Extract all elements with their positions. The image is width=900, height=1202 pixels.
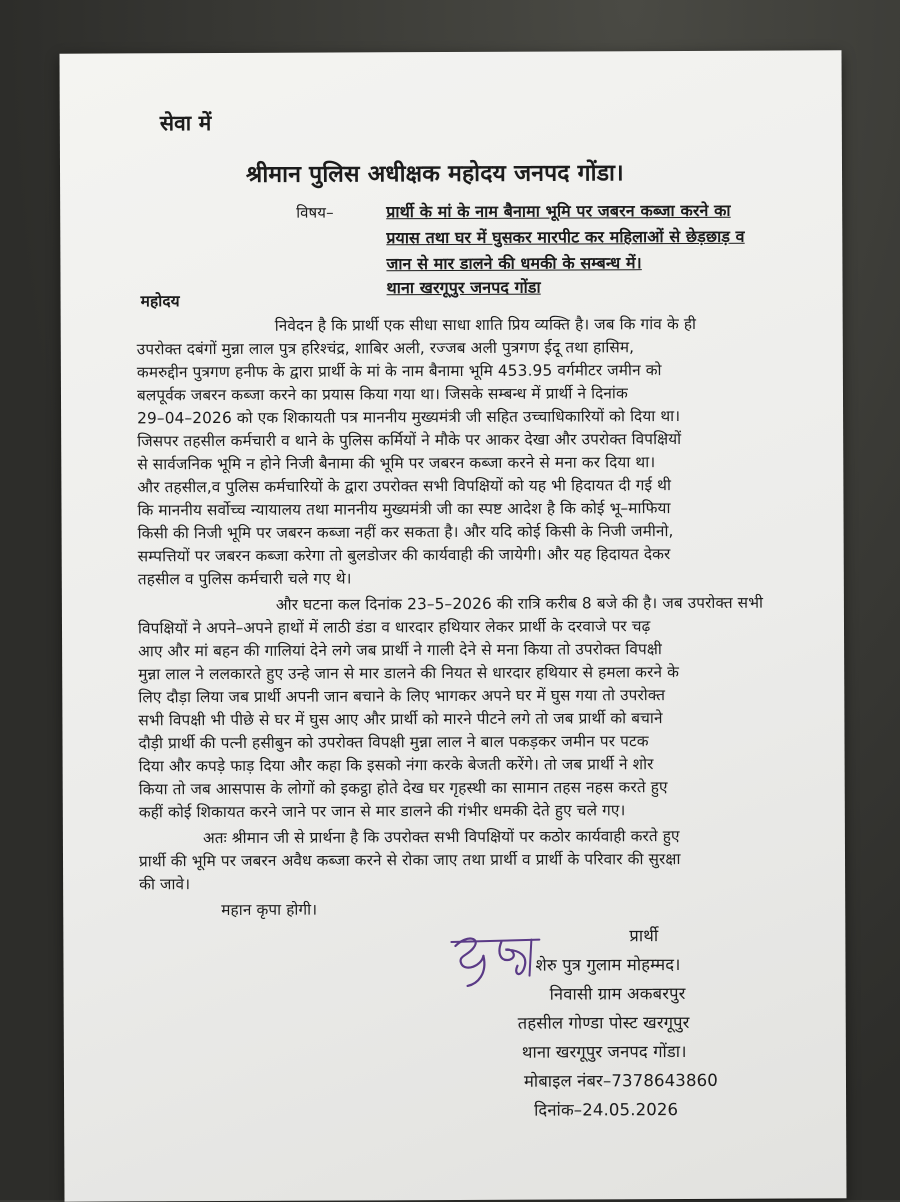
body-line: किया तो जब आसपास के लोगों को इकट्ठा होते देख घर गृहस्थी का सामान तहस नहस करते हुए [138, 778, 668, 799]
subject-label: विषय– [296, 203, 334, 222]
body-line: बलपूर्वक जबरन कब्जा करने का प्रयास किया गया था। जिसके सम्बन्ध में प्रार्थी ने दिनांक [136, 384, 628, 405]
body-line: से सार्वजनिक भूमि न होने निजी बैनामा की भूमि पर जबरन कब्जा करने से मना कर दिया था। [137, 453, 656, 474]
body-line: और घटना कल दिनांक 23–5–2026 की रात्रि करीब 8 बजे की है। जब उपरोक्त सभी [275, 593, 764, 614]
complaint-letter-page [59, 50, 846, 1201]
greeting: महोदय [140, 292, 180, 311]
body-line: मुन्ना लाल ने ललकारते हुए उन्हे जान से मार डालने की नियत से धारदार हथियार से हमला करने के [138, 663, 680, 684]
body-line: प्रार्थी की भूमि पर जबरन अवैध कब्जा करने से रोका जाए तथा प्रार्थी व प्रार्थी के परिवार की सुरक्षा [138, 850, 681, 871]
body-line: कहीं कोई शिकायत करने जाने पर जान से मार डालने की गंभीर धमकी देते हुए चले गए। [138, 801, 626, 822]
body-line: निवेदन है कि प्रार्थी एक सीधा साधा शाति प्रिय व्यक्ति है। जब कि गांव के ही [274, 314, 697, 335]
body-line: और तहसील,व पुलिस कर्मचारियों के द्वारा उपरोक्त सभी विपक्षियों को यह भी हिदायत दी गई थी [137, 476, 672, 497]
body-line: की जावे। [139, 875, 191, 894]
letter-date: दिनांक–24.05.2026 [534, 1100, 679, 1120]
subject-line: जान से मार डालने की धमकी के सम्बन्ध में। [386, 253, 642, 274]
body-line: दिया और कपड़े फाड़ दिया और कहा कि इसको नंगा करके बेजती करेंगे। तो जब प्रार्थी ने शोर [138, 755, 654, 776]
body-line: 29–04–2026 को एक शिकायती पत्र माननीय मुख्यमंत्री जी सहित उच्चाधिकारियों को दिया था। [137, 407, 681, 428]
salutation-to: सेवा में [159, 111, 212, 136]
subject-line: थाना खरगूपुर जनपद गोंडा [386, 277, 541, 298]
handwritten-signature [447, 926, 547, 996]
body-line: सम्पत्तियों पर जबरन कब्जा करेगा तो बुलडोजर की कार्यवाही की जायेगी। और यह हिदायत देकर [137, 545, 671, 566]
body-line: कमरुद्दीन पुत्रगण हनीफ के द्वारा प्रार्थी के मां के नाम बैनामा भूमि 453.95 वर्गमीटर जमीन को [136, 361, 662, 382]
subject-line: प्रार्थी के मां के नाम बैनामा भूमि पर जबरन कब्जा करने का [386, 200, 731, 222]
signatory-tehsil: तहसील गोण्डा पोस्ट खरगूपुर [517, 1012, 690, 1033]
signature-heading: प्रार्थी [629, 926, 659, 946]
body-line: किसी की निजी भूमि पर जबरन कब्जा नहीं कर सकता है। और यदि कोई किसी के निजी जमीनो, [137, 522, 674, 543]
body-line: विपक्षियों ने अपने–अपने हाथों में लाठी डंडा व धारदार हथियार लेकर प्रार्थी के दरवाजे पर चढ़ [137, 617, 651, 638]
body-line: दौड़ी प्रार्थी की पत्नी हसीबुन को उपरोक्त विपक्षी मुन्ना लाल ने बाल पकड़कर जमीन पर पटक [138, 732, 649, 753]
signatory-police-station: थाना खरगूपुर जनपद गोंडा। [521, 1041, 687, 1062]
closing-line: महान कृपा होगी। [221, 900, 318, 920]
signatory-address: निवासी ग्राम अकबरपुर [549, 983, 686, 1004]
body-line: जिसपर तहसील कर्मचारी व थाने के पुलिस कर्मियों ने मौके पर आकर देखा और उपरोक्त विपक्षियों [137, 430, 682, 451]
body-line: सभी विपक्षी भी पीछे से घर में घुस आए और प्रार्थी को मारने पीटने लगे तो जब प्रार्थी को बचाने [138, 709, 663, 730]
body-line: आए और मां बहन की गालियां देने लगे जब प्रार्थी ने गाली देने से मना किया तो उपरोक्त विपक्षी [138, 640, 662, 661]
body-line: कि माननीय सर्वोच्च न्यायालय तथा माननीय मुख्यमंत्री जी का स्पष्ट आदेश है कि कोई भू–माफिया [137, 499, 671, 520]
subject-line: प्रयास तथा घर में घुसकर मारपीट कर महिलाओं से छेड़छाड़ व [386, 226, 745, 248]
body-line: लिए दौड़ा लिया जब प्रार्थी अपनी जान बचाने के लिए भागकर अपने घर में घुस गया तो उपरोक्त [138, 686, 666, 707]
body-line: उपरोक्त दबंगों मुन्ना लाल पुत्र हरिश्चंद्र, शाबिर अली, रज्जब अली पुत्रगण ईदू तथा हासिम, [136, 338, 635, 359]
body-line: तहसील व पुलिस कर्मचारी चले गए थे। [137, 569, 352, 589]
signatory-mobile: मोबाइल नंबर–7378643860 [523, 1070, 718, 1091]
signatory-name: शेरु पुत्र गुलाम मोहम्मद। [535, 955, 681, 975]
body-line: अतः श्रीमान जी से प्रार्थना है कि उपरोक्त सभी विपक्षियों पर कठोर कार्यवाही करते हुए [202, 827, 680, 848]
addressee: श्रीमान पुलिस अधीक्षक महोदय जनपद गोंडा। [245, 160, 624, 188]
